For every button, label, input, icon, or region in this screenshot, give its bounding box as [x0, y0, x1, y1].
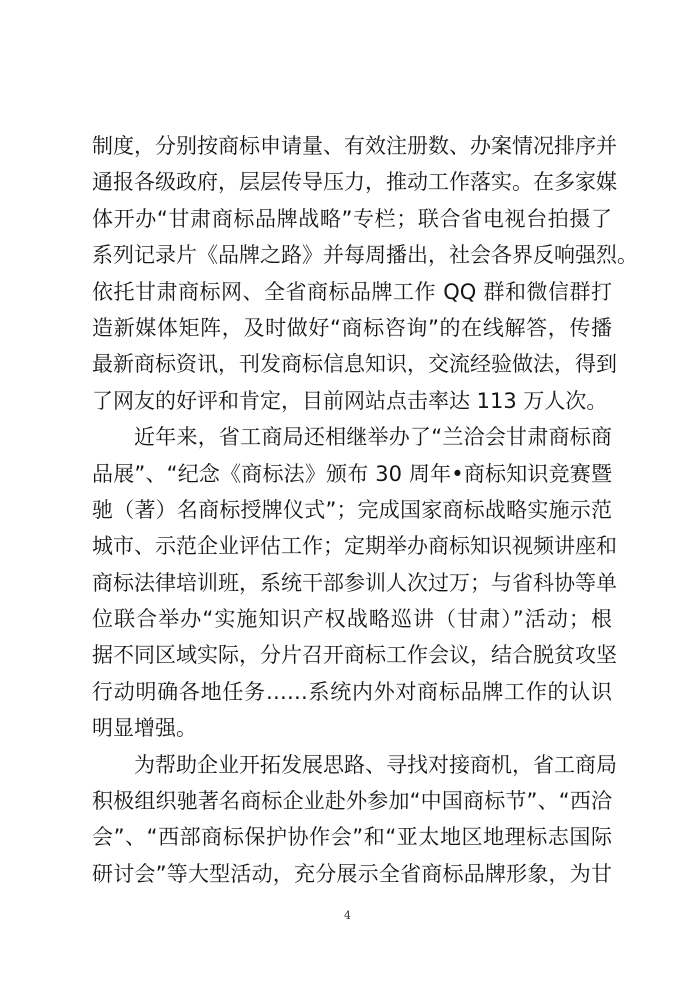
text-line: 最新商标资讯，刊发商标信息知识，交流经验做法，得到 — [92, 352, 617, 377]
body-text — [92, 128, 638, 892]
text-line: 品展”、“纪念《商标法》颁布 30 周年•商标知识竞赛暨 — [92, 461, 612, 486]
text-line: 制度，分别按商标申请量、有效注册数、办案情况排序并 — [92, 134, 617, 158]
text-line: 体开办“甘肃商标品牌战略”专栏；联合省电视台拍摄了 — [92, 206, 612, 231]
text-line: 通报各级政府，层层传导压力，推动工作落实。在多家媒 — [92, 170, 617, 195]
page-number: 4 — [344, 909, 351, 922]
text-line: 系列记录片《品牌之路》并每周播出，社会各界反响强烈。 — [92, 243, 638, 268]
text-line: 造新媒体矩阵，及时做好“商标咨询”的在线解答，传播 — [92, 315, 612, 340]
text-line: 据不同区域实际，分片召开商标工作会议，结合脱贫攻坚 — [92, 643, 617, 668]
text-line: 了网友的好评和肯定，目前网站点击率达 113 万人次。 — [92, 388, 608, 413]
text-line: 行动明确各地任务……系统内外对商标品牌工作的认识 — [92, 679, 612, 704]
paragraph-start-line: 近年来，省工商局还相继举办了“兰洽会甘肃商标商 — [134, 425, 612, 450]
paragraph-start-line: 为帮助企业开拓发展思路、寻找对接商机，省工商局 — [134, 752, 617, 777]
text-line: 会”、“西部商标保护协作会”和“亚太地区地理标志国际 — [92, 825, 612, 850]
text-line: 明显增强。 — [92, 716, 197, 741]
text-line: 商标法律培训班，系统干部参训人次过万；与省科协等单 — [92, 570, 617, 595]
text-line: 积极组织驰著名商标企业赴外参加“中国商标节”、“西洽 — [92, 789, 612, 814]
text-line: 依托甘肃商标网、全省商标品牌工作 QQ 群和微信群打 — [92, 279, 612, 304]
text-line: 位联合举办“实施知识产权战略巡讲（甘肃）”活动；根 — [92, 607, 612, 632]
text-line: 城市、示范企业评估工作；定期举办商标知识视频讲座和 — [92, 534, 617, 559]
text-line: 研讨会”等大型活动，充分展示全省商标品牌形象，为甘 — [92, 861, 612, 886]
text-line: 驰（著）名商标授牌仪式”；完成国家商标战略实施示范 — [92, 497, 612, 522]
